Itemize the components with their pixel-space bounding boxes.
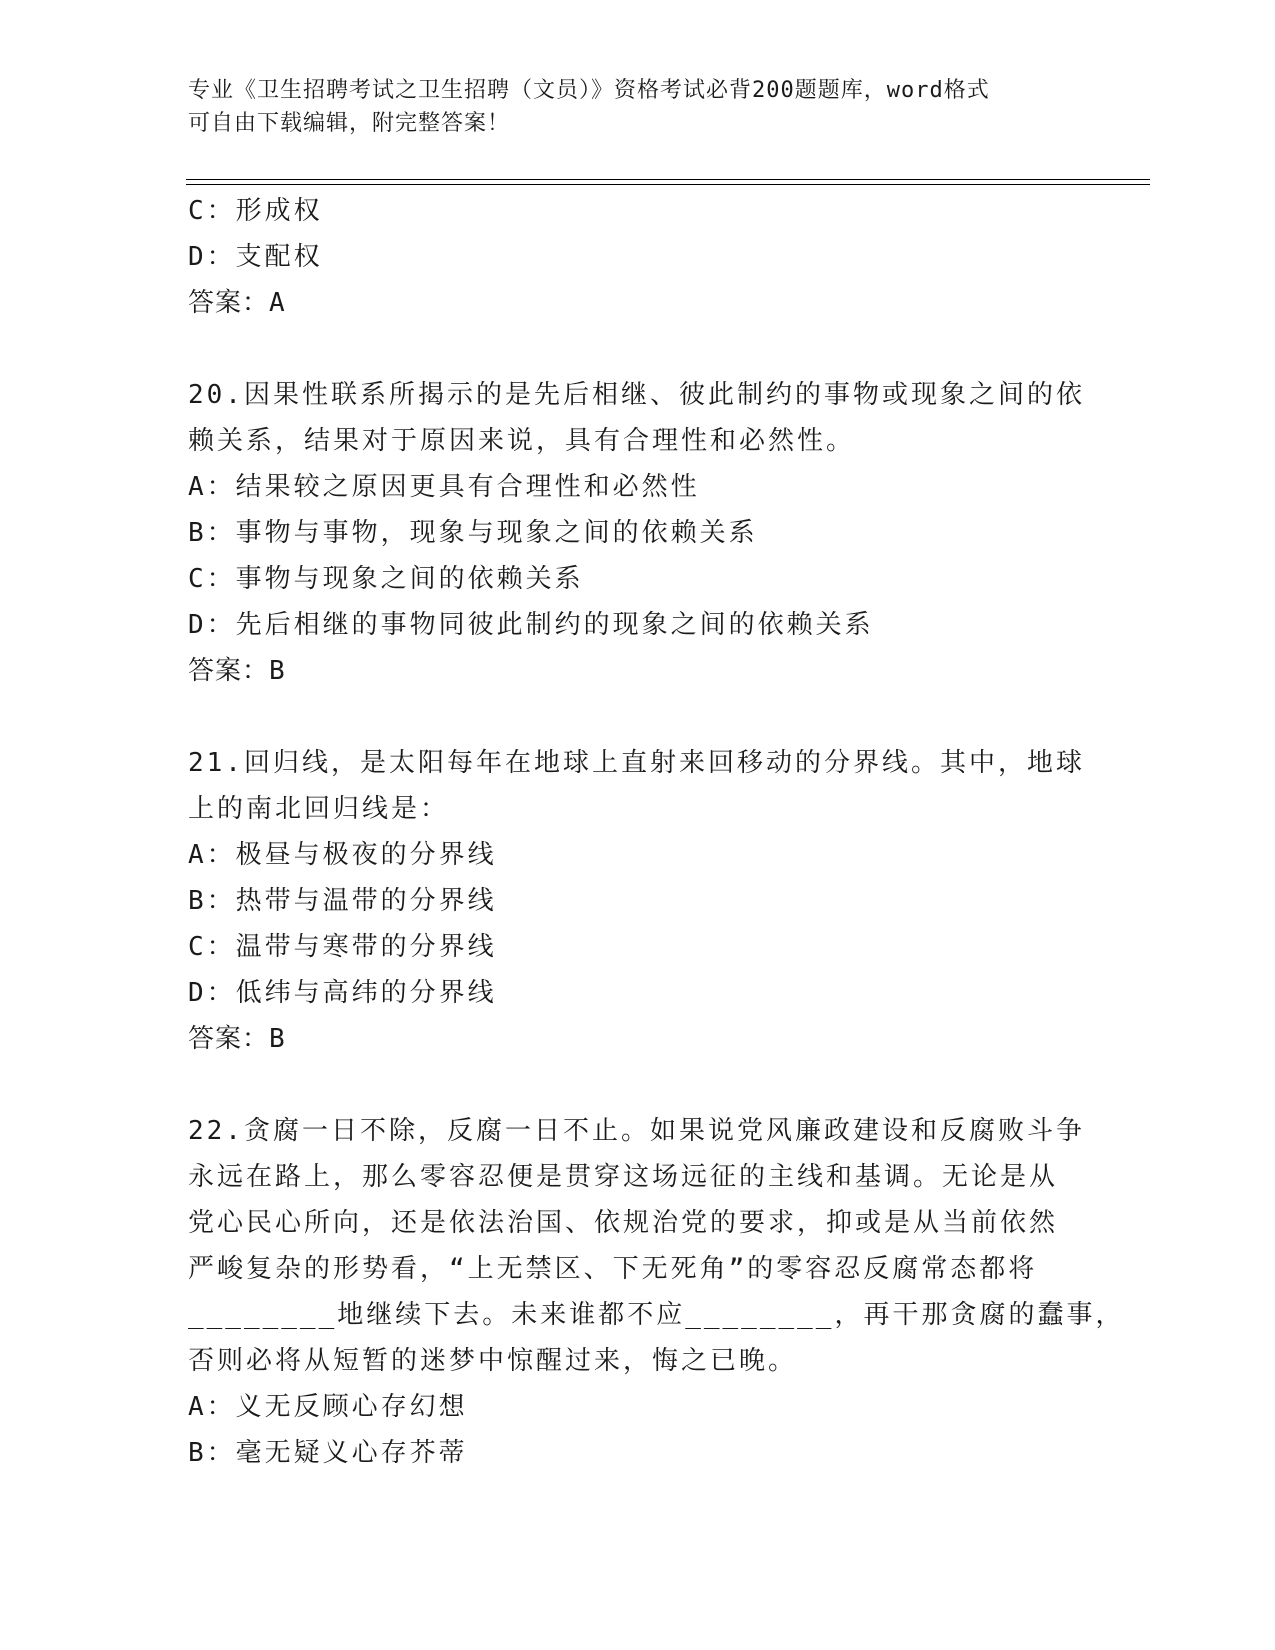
option-a: A：义无反顾心存幻想 bbox=[188, 1392, 468, 1422]
document-body bbox=[188, 188, 1125, 1476]
document-header bbox=[188, 74, 1088, 140]
answer-line: 答案：B bbox=[188, 1024, 286, 1054]
answer-line: 答案：A bbox=[188, 288, 286, 318]
question-text-line: 永远在路上，那么零容忍便是贯穿这场远征的主线和基调。无论是从 bbox=[188, 1162, 1059, 1192]
option-b: B：事物与事物，现象与现象之间的依赖关系 bbox=[188, 518, 758, 548]
spacer bbox=[188, 326, 1088, 372]
question-20 bbox=[188, 372, 1088, 694]
header-line-2: 可自由下载编辑，附完整答案！ bbox=[188, 111, 511, 136]
option-b: B：毫无疑义心存芥蒂 bbox=[188, 1438, 468, 1468]
spacer bbox=[188, 694, 1088, 740]
option-b: B：热带与温带的分界线 bbox=[188, 886, 497, 916]
question-text-line: 党心民心所向，还是依法治国、依规治党的要求，抑或是从当前依然 bbox=[188, 1208, 1059, 1238]
answer-line: 答案：B bbox=[188, 656, 286, 686]
option-a: A：极昼与极夜的分界线 bbox=[188, 840, 497, 870]
option-d: D：低纬与高纬的分界线 bbox=[188, 978, 497, 1008]
option-c: C：事物与现象之间的依赖关系 bbox=[188, 564, 584, 594]
question-22 bbox=[188, 1108, 1125, 1476]
header-divider-top bbox=[186, 179, 1150, 180]
option-a: A：结果较之原因更具有合理性和必然性 bbox=[188, 472, 700, 502]
option-c: C：形成权 bbox=[188, 196, 323, 226]
question-text-line: 20.因果性联系所揭示的是先后相继、彼此制约的事物或现象之间的依 bbox=[188, 380, 1085, 410]
option-d: D：先后相继的事物同彼此制约的现象之间的依赖关系 bbox=[188, 610, 874, 640]
question-text-line: 21.回归线，是太阳每年在地球上直射来回移动的分界线。其中，地球 bbox=[188, 748, 1085, 778]
header-line-1: 专业《卫生招聘考试之卫生招聘（文员）》资格考试必背200题题库，word格式 bbox=[188, 78, 990, 103]
previous-question-tail bbox=[188, 188, 1088, 326]
question-text-line: 22.贪腐一日不除，反腐一日不止。如果说党风廉政建设和反腐败斗争 bbox=[188, 1116, 1085, 1146]
spacer bbox=[188, 1062, 1088, 1108]
question-text-line: 上的南北回归线是： bbox=[188, 794, 450, 824]
question-text-line: 赖关系，结果对于原因来说，具有合理性和必然性。 bbox=[188, 426, 856, 456]
header-divider-bottom bbox=[186, 184, 1150, 185]
question-text-line: ________地继续下去。未来谁都不应________，再干那贪腐的蠢事， bbox=[188, 1300, 1125, 1330]
question-21 bbox=[188, 740, 1088, 1062]
question-text-line: 严峻复杂的形势看，“上无禁区、下无死角”的零容忍反腐常态都将 bbox=[188, 1254, 1038, 1284]
option-d: D：支配权 bbox=[188, 242, 323, 272]
option-c: C：温带与寒带的分界线 bbox=[188, 932, 497, 962]
question-text-line: 否则必将从短暂的迷梦中惊醒过来，悔之已晚。 bbox=[188, 1346, 798, 1376]
